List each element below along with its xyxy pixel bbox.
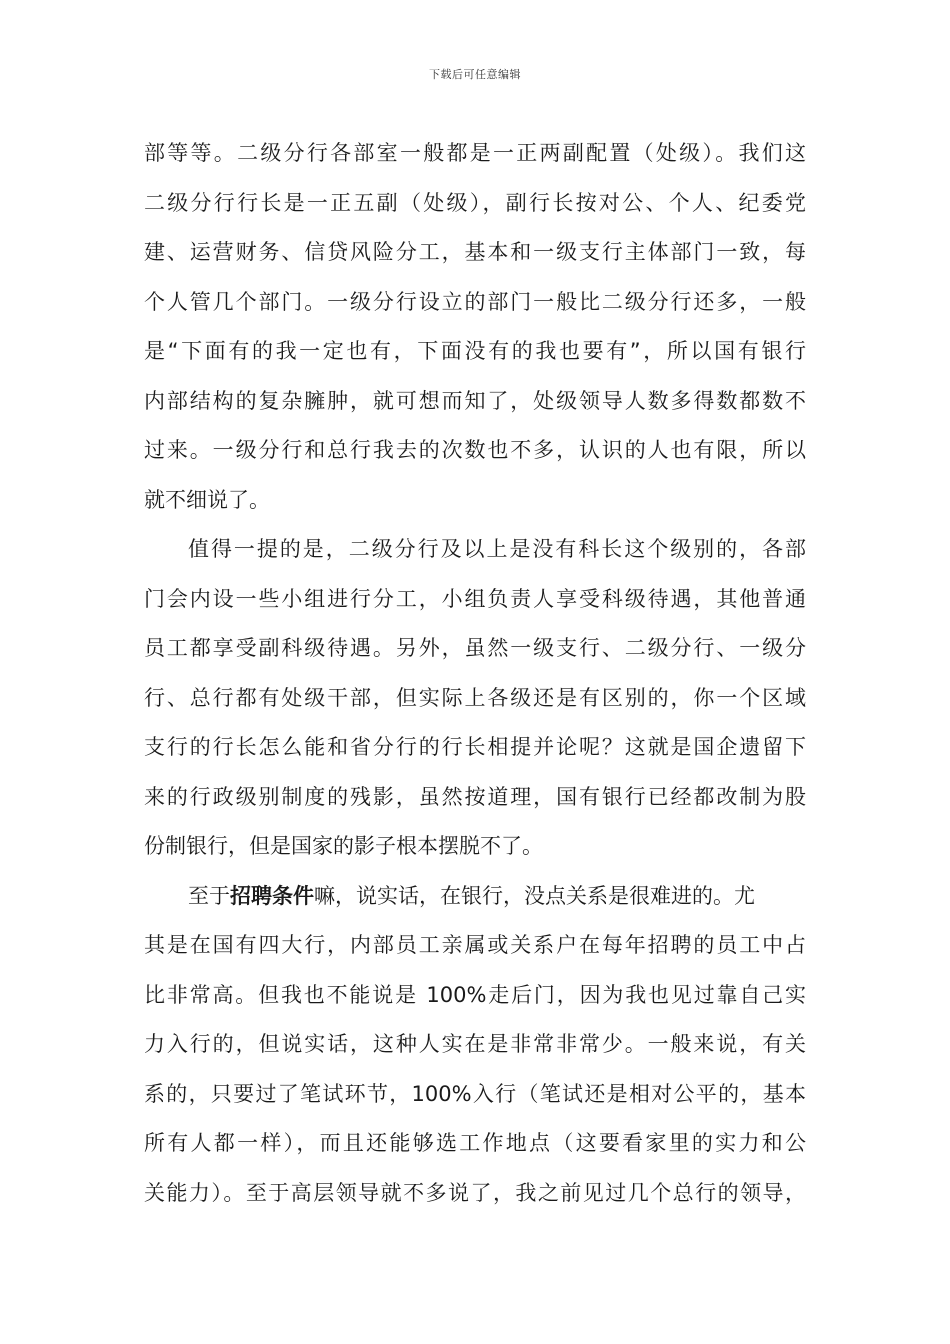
paragraph-2	[144, 525, 806, 872]
text-line: 其是在国有四大行，内部员工亲属或关系户在每年招聘的员工中占	[144, 933, 806, 957]
text-line: 个人管几个部门。一级分行设立的部门一般比二级分行还多，一般	[144, 289, 806, 314]
text-line: 员工都享受副科级待遇。另外，虽然一级支行、二级分行、一级分	[144, 636, 806, 660]
text-line: 份制银行，但是国家的影子根本摆脱不了。	[144, 834, 543, 858]
text-line: 部等等。二级分行各部室一般都是一正两副配置（处级）。我们这	[144, 141, 806, 165]
text-line: 就不细说了。	[144, 487, 270, 512]
page-header: 下载后可任意编辑	[429, 68, 521, 81]
text-line: 来的行政级别制度的残影，虽然按道理，国有银行已经都改制为股	[144, 784, 806, 809]
bold-keyword: 招聘条件	[230, 883, 314, 908]
text-line: 所有人都一样），而且还能够选工作地点（这要看家里的实力和公	[144, 1131, 806, 1155]
text-line: 值得一提的是，二级分行及以上是没有科长这个级别的，各部	[188, 537, 806, 561]
text-line	[144, 872, 806, 922]
text-line: 是“下面有的我一定也有，下面没有的我也要有”，所以国有银行	[144, 339, 806, 363]
text-line: 二级分行行长是一正五副（处级），副行长按对公、个人、纪委党	[144, 190, 806, 215]
text-line: 比非常高。但我也不能说是 100%走后门，因为我也见过靠自己实	[144, 982, 806, 1007]
text-line: 支行的行长怎么能和省分行的行长相提并论呢？这就是国企遗留下	[144, 735, 806, 759]
text-segment: 至于	[188, 883, 230, 908]
text-line: 系的，只要过了笔试环节，100%入行（笔试还是相对公平的，基本	[144, 1081, 806, 1106]
paragraph-1	[144, 129, 806, 525]
text-line: 过来。一级分行和总行我去的次数也不多，认识的人也有限，所以	[144, 438, 806, 462]
text-line: 门会内设一些小组进行分工，小组负责人享受科级待遇，其他普通	[144, 586, 806, 611]
text-line: 力入行的，但说实话，这种人实在是非常非常少。一般来说，有关	[144, 1032, 806, 1056]
text-line: 关能力）。至于高层领导就不多说了，我之前见过几个总行的领导，	[144, 1180, 806, 1205]
text-line: 行、总行都有处级干部，但实际上各级还是有区别的，你一个区域	[144, 685, 806, 710]
text-line: 建、运营财务、信贷风险分工，基本和一级支行主体部门一致，每	[144, 240, 806, 264]
body-text	[144, 129, 806, 1218]
text-line: 内部结构的复杂臃肿，就可想而知了，处级领导人数多得数都数不	[144, 388, 806, 413]
paragraph-3	[144, 872, 806, 1219]
text-segment: 嘛，说实话，在银行，没点关系是很难进的。尤	[314, 883, 755, 908]
